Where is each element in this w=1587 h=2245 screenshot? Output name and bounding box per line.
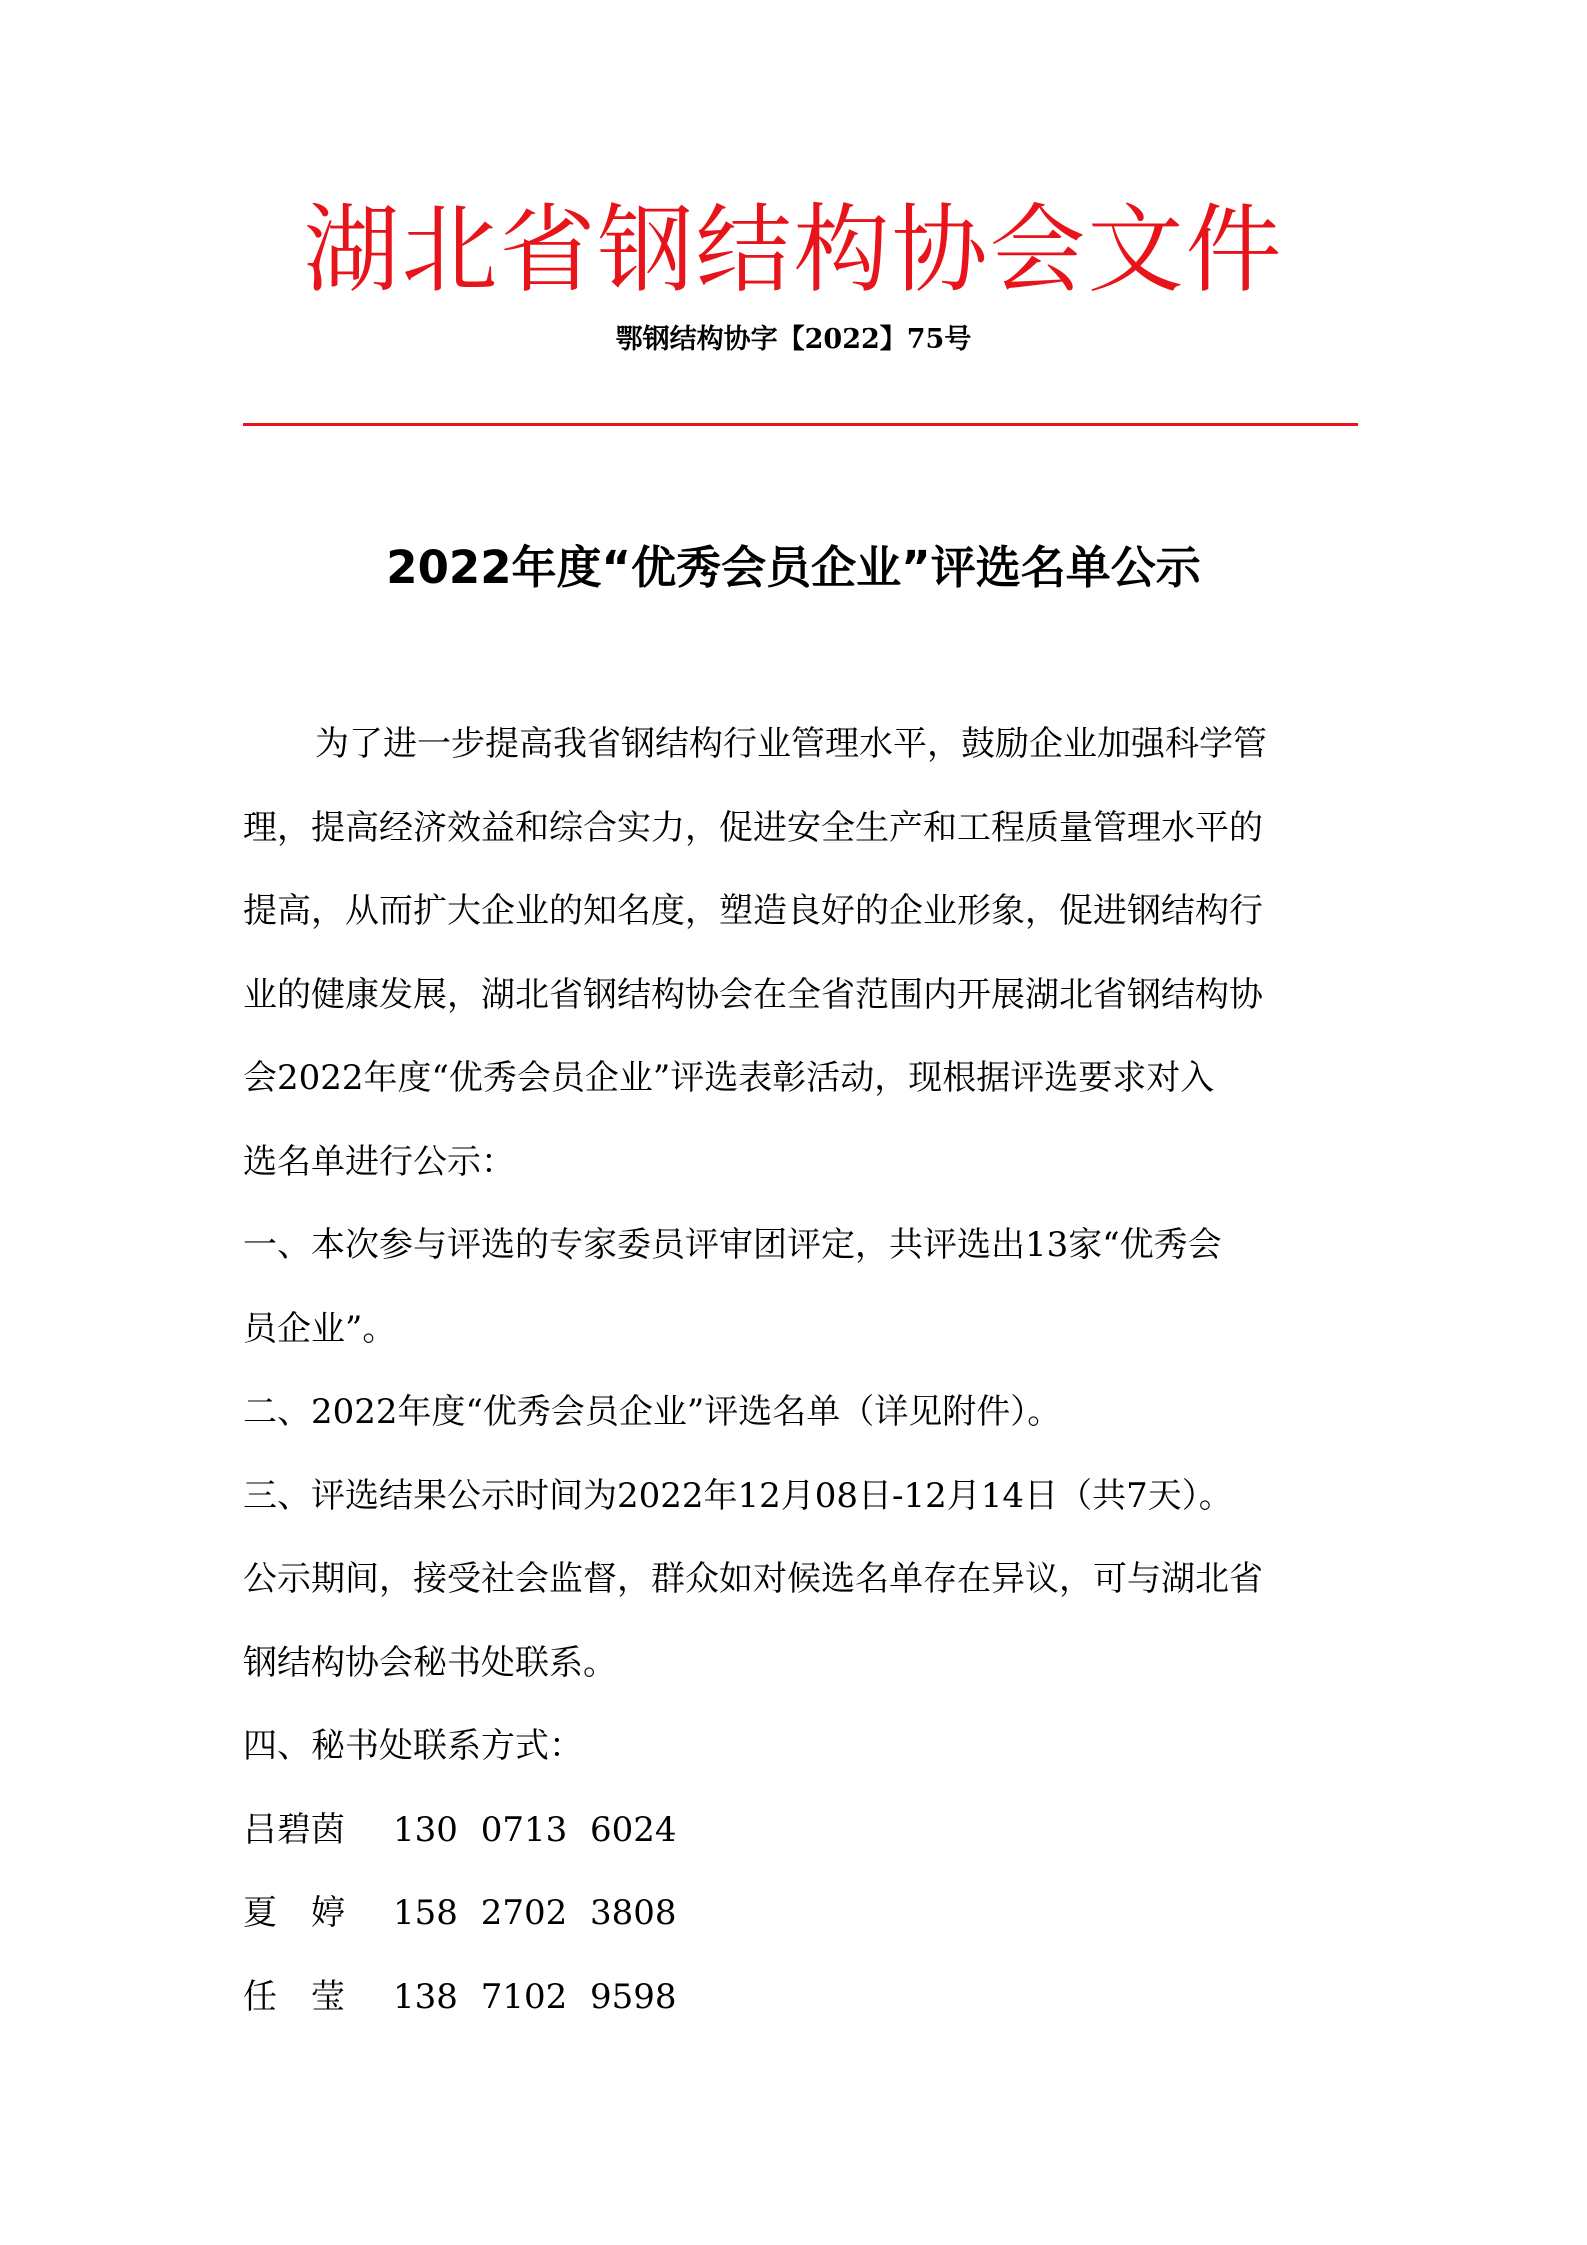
contact-row: [243, 1956, 1358, 2040]
contact-name: 任 莹: [243, 1976, 345, 2017]
document-number: 鄂钢结构协字【2022】75号: [615, 324, 972, 355]
item-three-line: 公示期间，接受社会监督，群众如对候选名单存在异议，可与湖北省: [243, 1559, 1263, 1599]
contact-row: [243, 1789, 1358, 1873]
contact-row: [243, 1872, 1358, 1956]
item-three-line: 钢结构协会秘书处联系。: [243, 1642, 617, 1683]
body-line: 会2022年度“优秀会员企业”评选表彰活动，现根据评选要求对入: [243, 1058, 1215, 1098]
body-line: 选名单进行公示：: [243, 1141, 515, 1182]
item-one-line: 员企业”。: [243, 1308, 397, 1349]
contact-phone: 158 2702 3808: [393, 1893, 677, 1933]
header-divider-line: [243, 423, 1358, 426]
org-header-title: 湖北省钢结构协会文件: [303, 194, 1284, 306]
item-three-line: 三、评选结果公示时间为2022年12月08日-12月14日（共7天）。: [243, 1475, 1233, 1516]
body-line: 理，提高经济效益和综合实力，促进安全生产和工程质量管理水平的: [243, 807, 1263, 848]
item-two-line: 二、2022年度“优秀会员企业”评选名单（详见附件）。: [243, 1392, 1062, 1432]
notice-title: 2022年度“优秀会员企业”评选名单公示: [386, 541, 1201, 594]
contact-phone: 130 0713 6024: [393, 1809, 677, 1850]
body-line: 为了进一步提高我省钢结构行业管理水平，鼓励企业加强科学管: [315, 724, 1267, 764]
body-line: 业的健康发展，湖北省钢结构协会在全省范围内开展湖北省钢结构协: [243, 974, 1263, 1015]
notice-body: [243, 703, 1358, 2039]
contact-phone: 138 7102 9598: [393, 1976, 677, 2017]
item-four-line: 四、秘书处联系方式：: [243, 1726, 583, 1766]
contact-name: 吕碧茵: [243, 1809, 345, 1850]
contact-name: 夏 婷: [243, 1893, 345, 1933]
body-line: 提高，从而扩大企业的知名度，塑造良好的企业形象，促进钢结构行: [243, 891, 1263, 931]
item-one-line: 一、本次参与评选的专家委员评审团评定，共评选出13家“优秀会: [243, 1225, 1222, 1265]
